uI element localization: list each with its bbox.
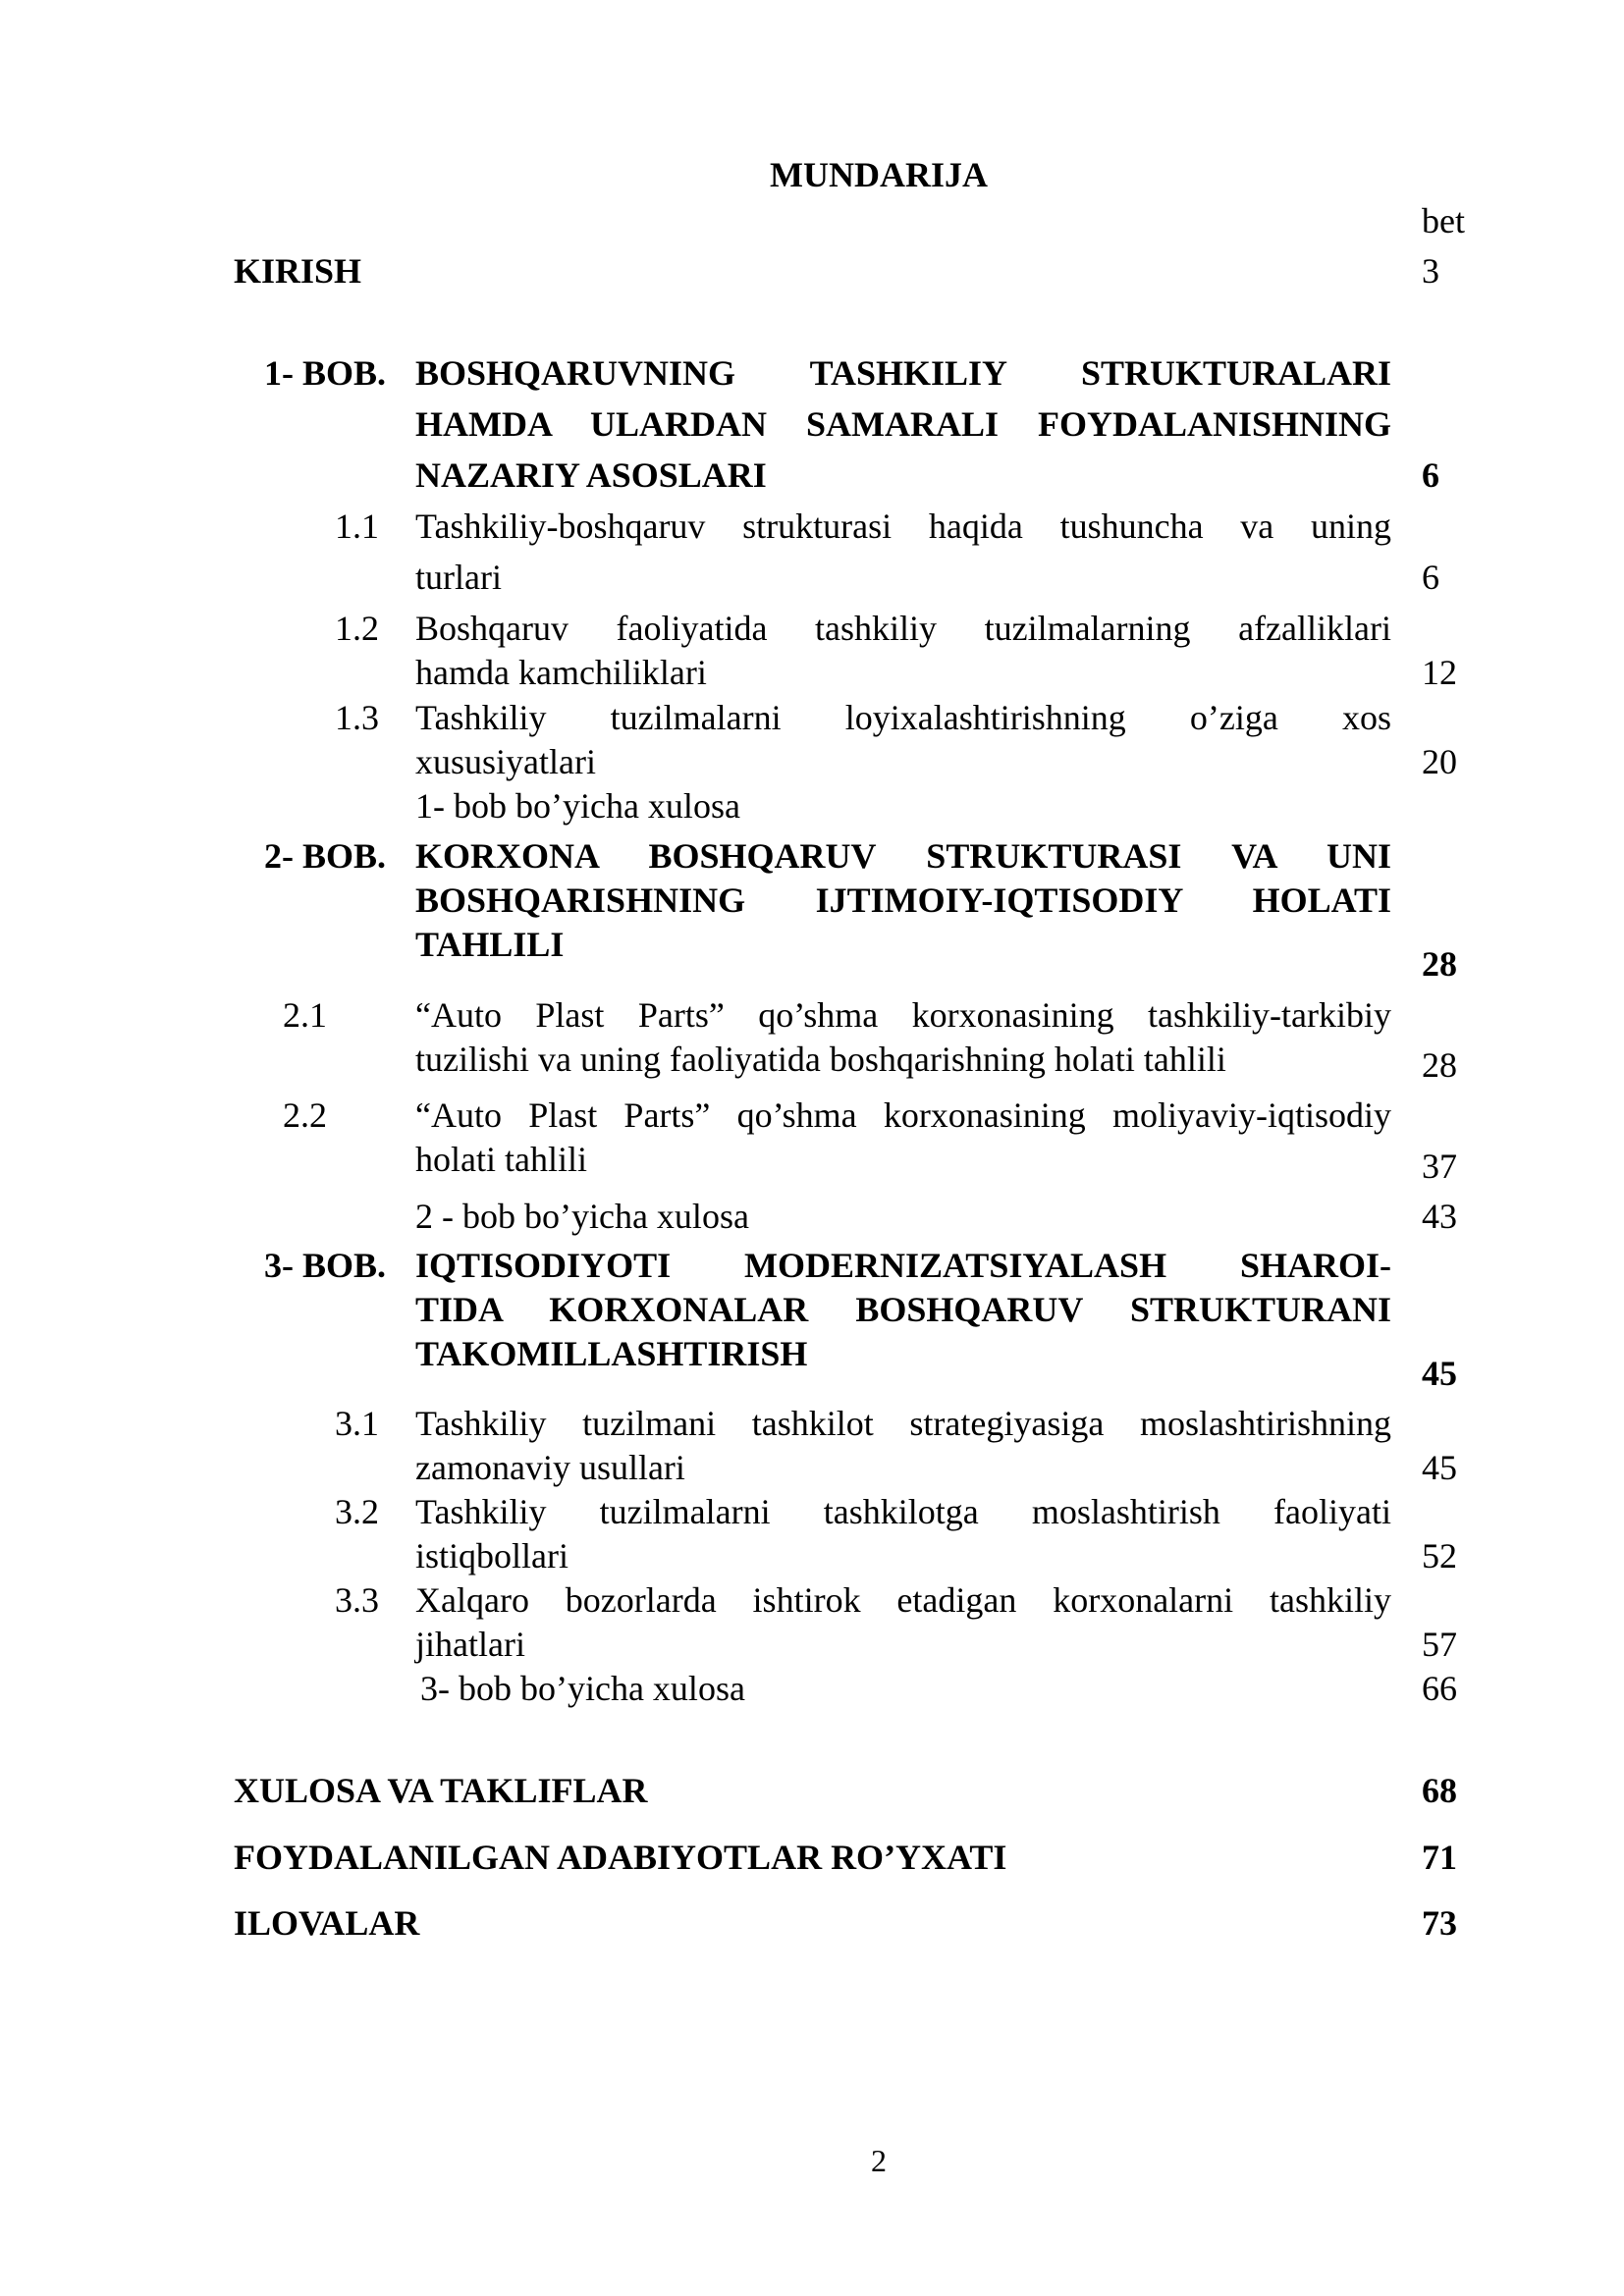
toc-entry-references: FOYDALANILGAN ADABIYOTLAR RO’YXATI (234, 1838, 1007, 1877)
section-3-2-page: 52 (1422, 1536, 1457, 1575)
section-3-2-number: 3.2 (335, 1492, 379, 1531)
toc-page-conclusion: 68 (1422, 1771, 1457, 1810)
chapter-2-title-line-1: KORXONA BOSHQARUV STRUKTURASI VA UNI (415, 836, 1391, 876)
section-2-2-number: 2.2 (283, 1095, 327, 1135)
toc-page-references: 71 (1422, 1838, 1457, 1877)
chapter-2-label: 2- BOB. (263, 836, 386, 876)
section-2-1-line-1: “Auto Plast Parts” qo’shma korxonasining tashkiliy-tarkibiy (415, 995, 1391, 1035)
chapter-2-title-line-3: TAHLILI (415, 925, 565, 964)
section-2-1-line-2: tuzilishi va uning faoliyatida boshqarishning holati tahlili (415, 1040, 1226, 1079)
section-3-3-number: 3.3 (335, 1580, 379, 1620)
section-1-1-line-2: turlari (415, 558, 502, 597)
page-title: MUNDARIJA (770, 155, 988, 194)
section-3-1-number: 3.1 (335, 1404, 379, 1443)
section-1-1-page: 6 (1422, 558, 1439, 597)
chapter-2-title-line-2: BOSHQARISHNING IJTIMOIY-IQTISODIY HOLATI (415, 881, 1391, 920)
chapter-1-summary: 1- bob bo’yicha xulosa (415, 786, 740, 826)
chapter-3-summary: 3- bob bo’yicha xulosa (420, 1669, 745, 1708)
toc-entry-appendix: ILOVALAR (234, 1903, 420, 1943)
chapter-1-page: 6 (1422, 455, 1439, 495)
toc-page-introduction: 3 (1422, 251, 1439, 291)
chapter-1-label: 1- BOB. (263, 353, 386, 393)
chapter-2-summary-page: 43 (1422, 1197, 1457, 1236)
chapter-3-title-line-1: IQTISODIYOTI MODERNIZATSIYALASH SHAROI- (415, 1246, 1391, 1285)
section-1-1-number: 1.1 (335, 507, 379, 546)
chapter-1-title-line-1: BOSHQARUVNING TASHKILIY STRUKTURALARI (415, 353, 1391, 393)
chapter-3-page: 45 (1422, 1354, 1457, 1393)
chapter-3-summary-page: 66 (1422, 1669, 1457, 1708)
section-1-2-line-1: Boshqaruv faoliyatida tashkiliy tuzilmalarning afzalliklari (415, 609, 1391, 648)
page-column-header: bet (1422, 201, 1465, 240)
section-1-3-line-2: xususiyatlari (415, 742, 596, 781)
section-2-2-line-2: holati tahlili (415, 1140, 587, 1179)
section-3-1-line-2: zamonaviy usullari (415, 1448, 685, 1487)
section-3-3-line-2: jihatlari (415, 1625, 525, 1664)
toc-page-appendix: 73 (1422, 1903, 1457, 1943)
section-3-2-line-2: istiqbollari (415, 1536, 568, 1575)
toc-entry-conclusion: XULOSA VA TAKLIFLAR (234, 1771, 648, 1810)
chapter-3-title-line-2: TIDA KORXONALAR BOSHQARUV STRUKTURANI (415, 1290, 1391, 1329)
section-1-3-line-1: Tashkiliy tuzilmalarni loyixalashtirishning o’ziga xos (415, 698, 1391, 737)
chapter-3-label: 3- BOB. (263, 1246, 386, 1285)
section-1-3-page: 20 (1422, 742, 1457, 781)
chapter-1-title-line-2: HAMDA ULARDAN SAMARALI FOYDALANISHNING (415, 404, 1391, 444)
chapter-3-title-line-3: TAKOMILLASHTIRISH (415, 1334, 808, 1373)
section-1-3-number: 1.3 (335, 698, 379, 737)
chapter-1-title-line-3: NAZARIY ASOSLARI (415, 455, 767, 495)
section-1-2-page: 12 (1422, 653, 1457, 692)
chapter-2-page: 28 (1422, 944, 1457, 984)
section-2-1-page: 28 (1422, 1045, 1457, 1085)
section-1-1-line-1: Tashkiliy-boshqaruv strukturasi haqida tushuncha va uning (415, 507, 1391, 546)
section-1-2-number: 1.2 (335, 609, 379, 648)
chapter-2-summary: 2 - bob bo’yicha xulosa (415, 1197, 749, 1236)
section-3-1-page: 45 (1422, 1448, 1457, 1487)
footer-page-number: 2 (871, 2143, 887, 2178)
section-2-1-number: 2.1 (283, 995, 327, 1035)
section-1-2-line-2: hamda kamchiliklari (415, 653, 707, 692)
section-3-3-line-1: Xalqaro bozorlarda ishtirok etadigan korxonalarni tashkiliy (415, 1580, 1391, 1620)
section-3-2-line-1: Tashkiliy tuzilmalarni tashkilotga moslashtirish faoliyati (415, 1492, 1391, 1531)
section-2-2-page: 37 (1422, 1147, 1457, 1186)
section-3-1-line-1: Tashkiliy tuzilmani tashkilot strategiyasiga moslashtirishning (415, 1404, 1391, 1443)
toc-entry-introduction: KIRISH (234, 251, 362, 291)
section-2-2-line-1: “Auto Plast Parts” qo’shma korxonasining moliyaviy-iqtisodiy (415, 1095, 1391, 1135)
section-3-3-page: 57 (1422, 1625, 1457, 1664)
